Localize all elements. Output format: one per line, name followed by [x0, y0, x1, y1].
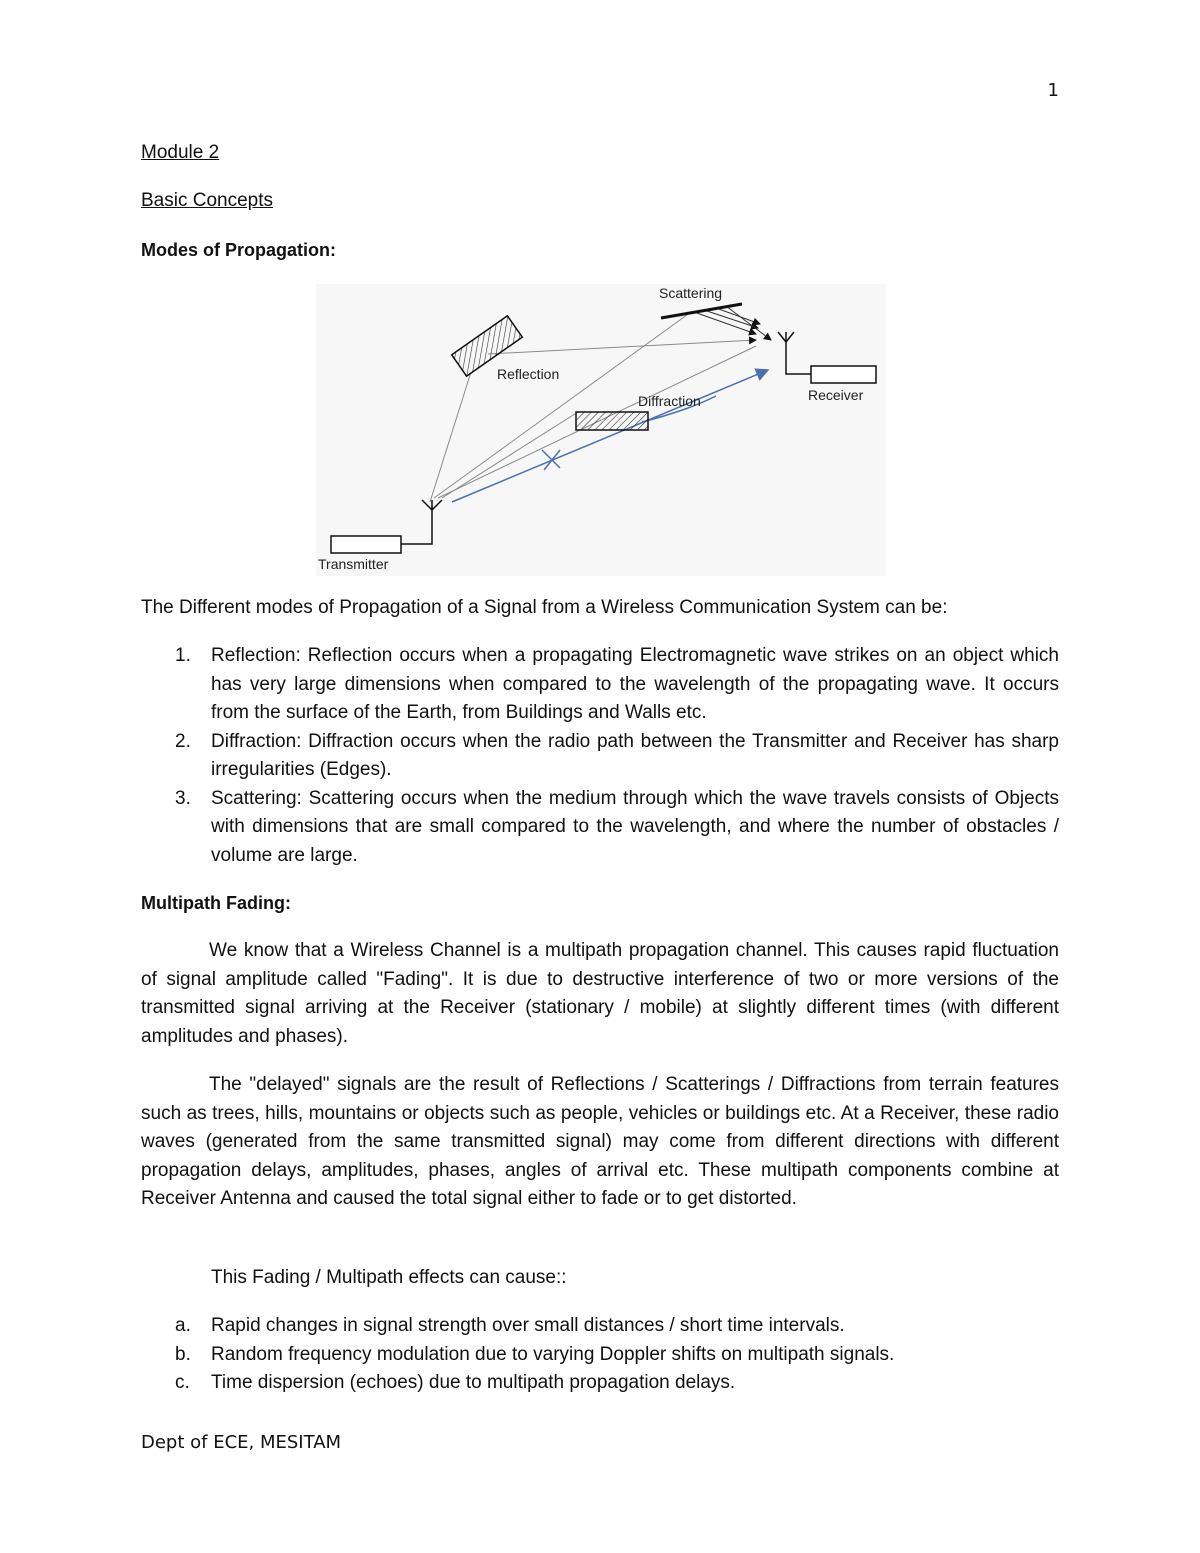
effects-list	[141, 1312, 1059, 1398]
label-diffraction: Diffraction	[638, 393, 701, 409]
list-marker: 1.	[175, 645, 191, 666]
multipath-heading: Multipath Fading:	[141, 893, 291, 913]
label-reflection: Reflection	[497, 366, 560, 382]
list-marker: 2.	[175, 730, 191, 752]
label-receiver: Receiver	[808, 387, 864, 403]
label-scattering: Scattering	[659, 285, 723, 301]
transmitter-box	[331, 536, 401, 553]
list-item	[141, 1341, 1059, 1370]
list-item-text: Scattering: Scattering occurs when the medium through which the wave travels consists of Objects with dimensions that are small compared to the wavelength, and where the number of obstacles / volume are large.	[211, 787, 1059, 866]
diffraction-obstacle	[576, 412, 648, 430]
propagation-diagram	[316, 284, 886, 576]
receiver-box	[811, 366, 876, 383]
paragraph-delayed-signals: The "delayed" signals are the result of Reflections / Scatterings / Diffractions from terrain features such as trees, hills, mountains or objects such as people, vehicles or buildings etc. At a Receiver, these radio waves (generated from the same transmitted signal) may come from different directions with different propagation delays, amplitudes, phases, angles of arrival etc. These multipath components combine at Receiver Antenna and caused the total signal either to fade or to get distorted.	[141, 1074, 1059, 1210]
paragraph-effects-intro: This Fading / Multipath effects can cause::	[211, 1267, 567, 1288]
paragraph-fading: We know that a Wireless Channel is a multipath propagation channel. This causes rapid fluctuation of signal amplitude called "Fading". It is due to destructive interference of two or more versions of the transmitted signal arriving at the Receiver (stationary / mobile) at slightly different times (with different amplitudes and phases).	[141, 940, 1059, 1047]
list-item-text: Random frequency modulation due to varying Doppler shifts on multipath signals.	[211, 1343, 895, 1365]
modes-heading: Modes of Propagation:	[141, 240, 336, 260]
list-item	[141, 728, 1059, 785]
list-item-text: Time dispersion (echoes) due to multipath propagation delays.	[211, 1372, 736, 1393]
list-item	[141, 642, 1059, 728]
modes-list	[141, 642, 1059, 870]
module-title: Module 2	[141, 142, 220, 163]
list-marker: c.	[175, 1372, 190, 1393]
list-item-text: Rapid changes in signal strength over small distances / short time intervals.	[211, 1315, 845, 1336]
page-number: 1	[1047, 80, 1059, 101]
list-item-text: Diffraction: Diffraction occurs when the radio path between the Transmitter and Receiver has sharp irregularities (Edges).	[211, 730, 1059, 780]
label-transmitter: Transmitter	[318, 556, 389, 572]
list-item	[141, 785, 1059, 871]
list-item	[141, 1369, 1059, 1398]
list-marker: b.	[175, 1343, 191, 1365]
list-item	[141, 1312, 1059, 1341]
list-item-text: Reflection: Reflection occurs when a propagating Electromagnetic wave strikes on an object which has very large dimensions when compared to the wavelength of the propagating wave. It occurs from the surface of the Earth, from Buildings and Walls etc.	[211, 645, 1059, 723]
page-footer: Dept of ECE, MESITAM	[141, 1432, 342, 1453]
list-marker: a.	[175, 1315, 191, 1336]
list-marker: 3.	[175, 787, 191, 809]
section-title: Basic Concepts	[141, 190, 274, 211]
intro-text: The Different modes of Propagation of a Signal from a Wireless Communication System can be:	[141, 597, 948, 618]
